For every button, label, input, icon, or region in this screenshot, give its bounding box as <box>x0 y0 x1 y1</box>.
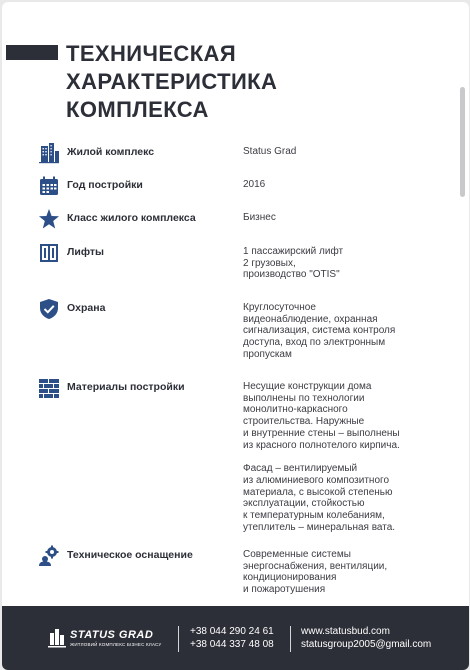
spec-value <box>243 212 433 224</box>
logo-subtitle: ЖИТЛОВИЙ КОМПЛЕКС БІЗНЕС КЛАСУ <box>70 642 162 647</box>
contacts <box>301 626 431 651</box>
value-line: утеплитель – минеральная вата. <box>243 521 396 533</box>
value-line: Бизнес <box>243 212 276 223</box>
value-line: доступа, вход по электронным <box>243 337 386 349</box>
spec-label: Лифты <box>67 246 104 258</box>
email-link[interactable]: statusgroup2005@gmail.com <box>301 638 432 650</box>
value-line: Несущие конструкции дома <box>243 381 372 392</box>
value-line: производство "OTIS" <box>243 269 340 281</box>
value-line: энергоснабжения, вентиляции, <box>243 560 388 572</box>
footer <box>2 606 469 670</box>
spec-value <box>243 246 433 281</box>
value-line: 2 грузовых, <box>243 257 296 269</box>
page-title <box>66 40 366 124</box>
spec-label: Материалы постройки <box>67 381 185 393</box>
title-line-1: ТЕХНИЧЕСКАЯ <box>66 41 237 66</box>
value-line: к температурным колебаниям, <box>243 510 385 522</box>
calendar-icon <box>38 175 60 197</box>
value-line: Современные системы <box>243 549 351 560</box>
value-line: выполнены по технологии <box>243 392 365 404</box>
status-grad-logo <box>48 628 168 650</box>
value-line: строительства. Наружные <box>243 416 365 428</box>
shield-icon <box>38 298 60 320</box>
value-line: материала, с высокой степенью <box>243 486 393 498</box>
elevator-icon <box>38 242 60 264</box>
value-line: эксплуатации, стойкостью <box>243 498 365 510</box>
logo-mark-icon <box>48 628 66 648</box>
logo-name: STATUS GRAD <box>70 629 154 641</box>
value-line: из алюминиевого композитного <box>243 474 390 486</box>
spec-label: Жилой комплекс <box>67 146 155 158</box>
engineering-icon <box>38 545 60 567</box>
phone-link[interactable]: +38 044 290 24 61 <box>190 626 274 637</box>
title-line-2: ХАРАКТЕРИСТИКА <box>66 69 278 94</box>
value-line: и внутренние стены – выполнены <box>243 427 400 439</box>
title-accent-bar <box>6 45 58 60</box>
value-line: Status Grad <box>243 146 297 157</box>
footer-divider <box>290 626 291 652</box>
value-line: видеонаблюдение, охранная <box>243 313 378 325</box>
scrollbar[interactable] <box>460 87 465 197</box>
phone-link[interactable]: +38 044 337 48 08 <box>190 638 274 650</box>
spec-label: Техническое оснащение <box>67 549 193 561</box>
spec-value <box>243 302 433 361</box>
value-line: 2016 <box>243 179 266 190</box>
value-line: монолитно-каркасного <box>243 404 348 416</box>
footer-divider <box>178 626 179 652</box>
title-line-3: КОМПЛЕКСА <box>66 97 209 122</box>
building-icon <box>38 142 60 164</box>
value-line: и пожаротушения <box>243 584 326 596</box>
spec-label: Класс жилого комплекса <box>67 212 196 224</box>
value-line: пропускам <box>243 348 292 360</box>
spec-label: Охрана <box>67 302 106 314</box>
website-link[interactable]: www.statusbud.com <box>301 626 390 637</box>
spec-value <box>243 179 433 191</box>
document-page <box>2 2 469 670</box>
spec-value <box>243 549 433 596</box>
value-line: кондиционирования <box>243 572 337 584</box>
brick-wall-icon <box>38 377 60 399</box>
phone-numbers <box>190 626 274 651</box>
value-line: сигнализация, система контроля <box>243 325 396 337</box>
value-line: 1 пассажирский лифт <box>243 246 344 257</box>
value-line: Круглосуточное <box>243 302 316 313</box>
value-line: Фасад – вентилируемый <box>243 463 358 475</box>
value-line: из красного полнотелого кирпича. <box>243 439 400 451</box>
spec-label: Год постройки <box>67 179 143 191</box>
spec-value <box>243 381 433 533</box>
spec-value <box>243 146 433 158</box>
star-icon <box>38 208 60 230</box>
